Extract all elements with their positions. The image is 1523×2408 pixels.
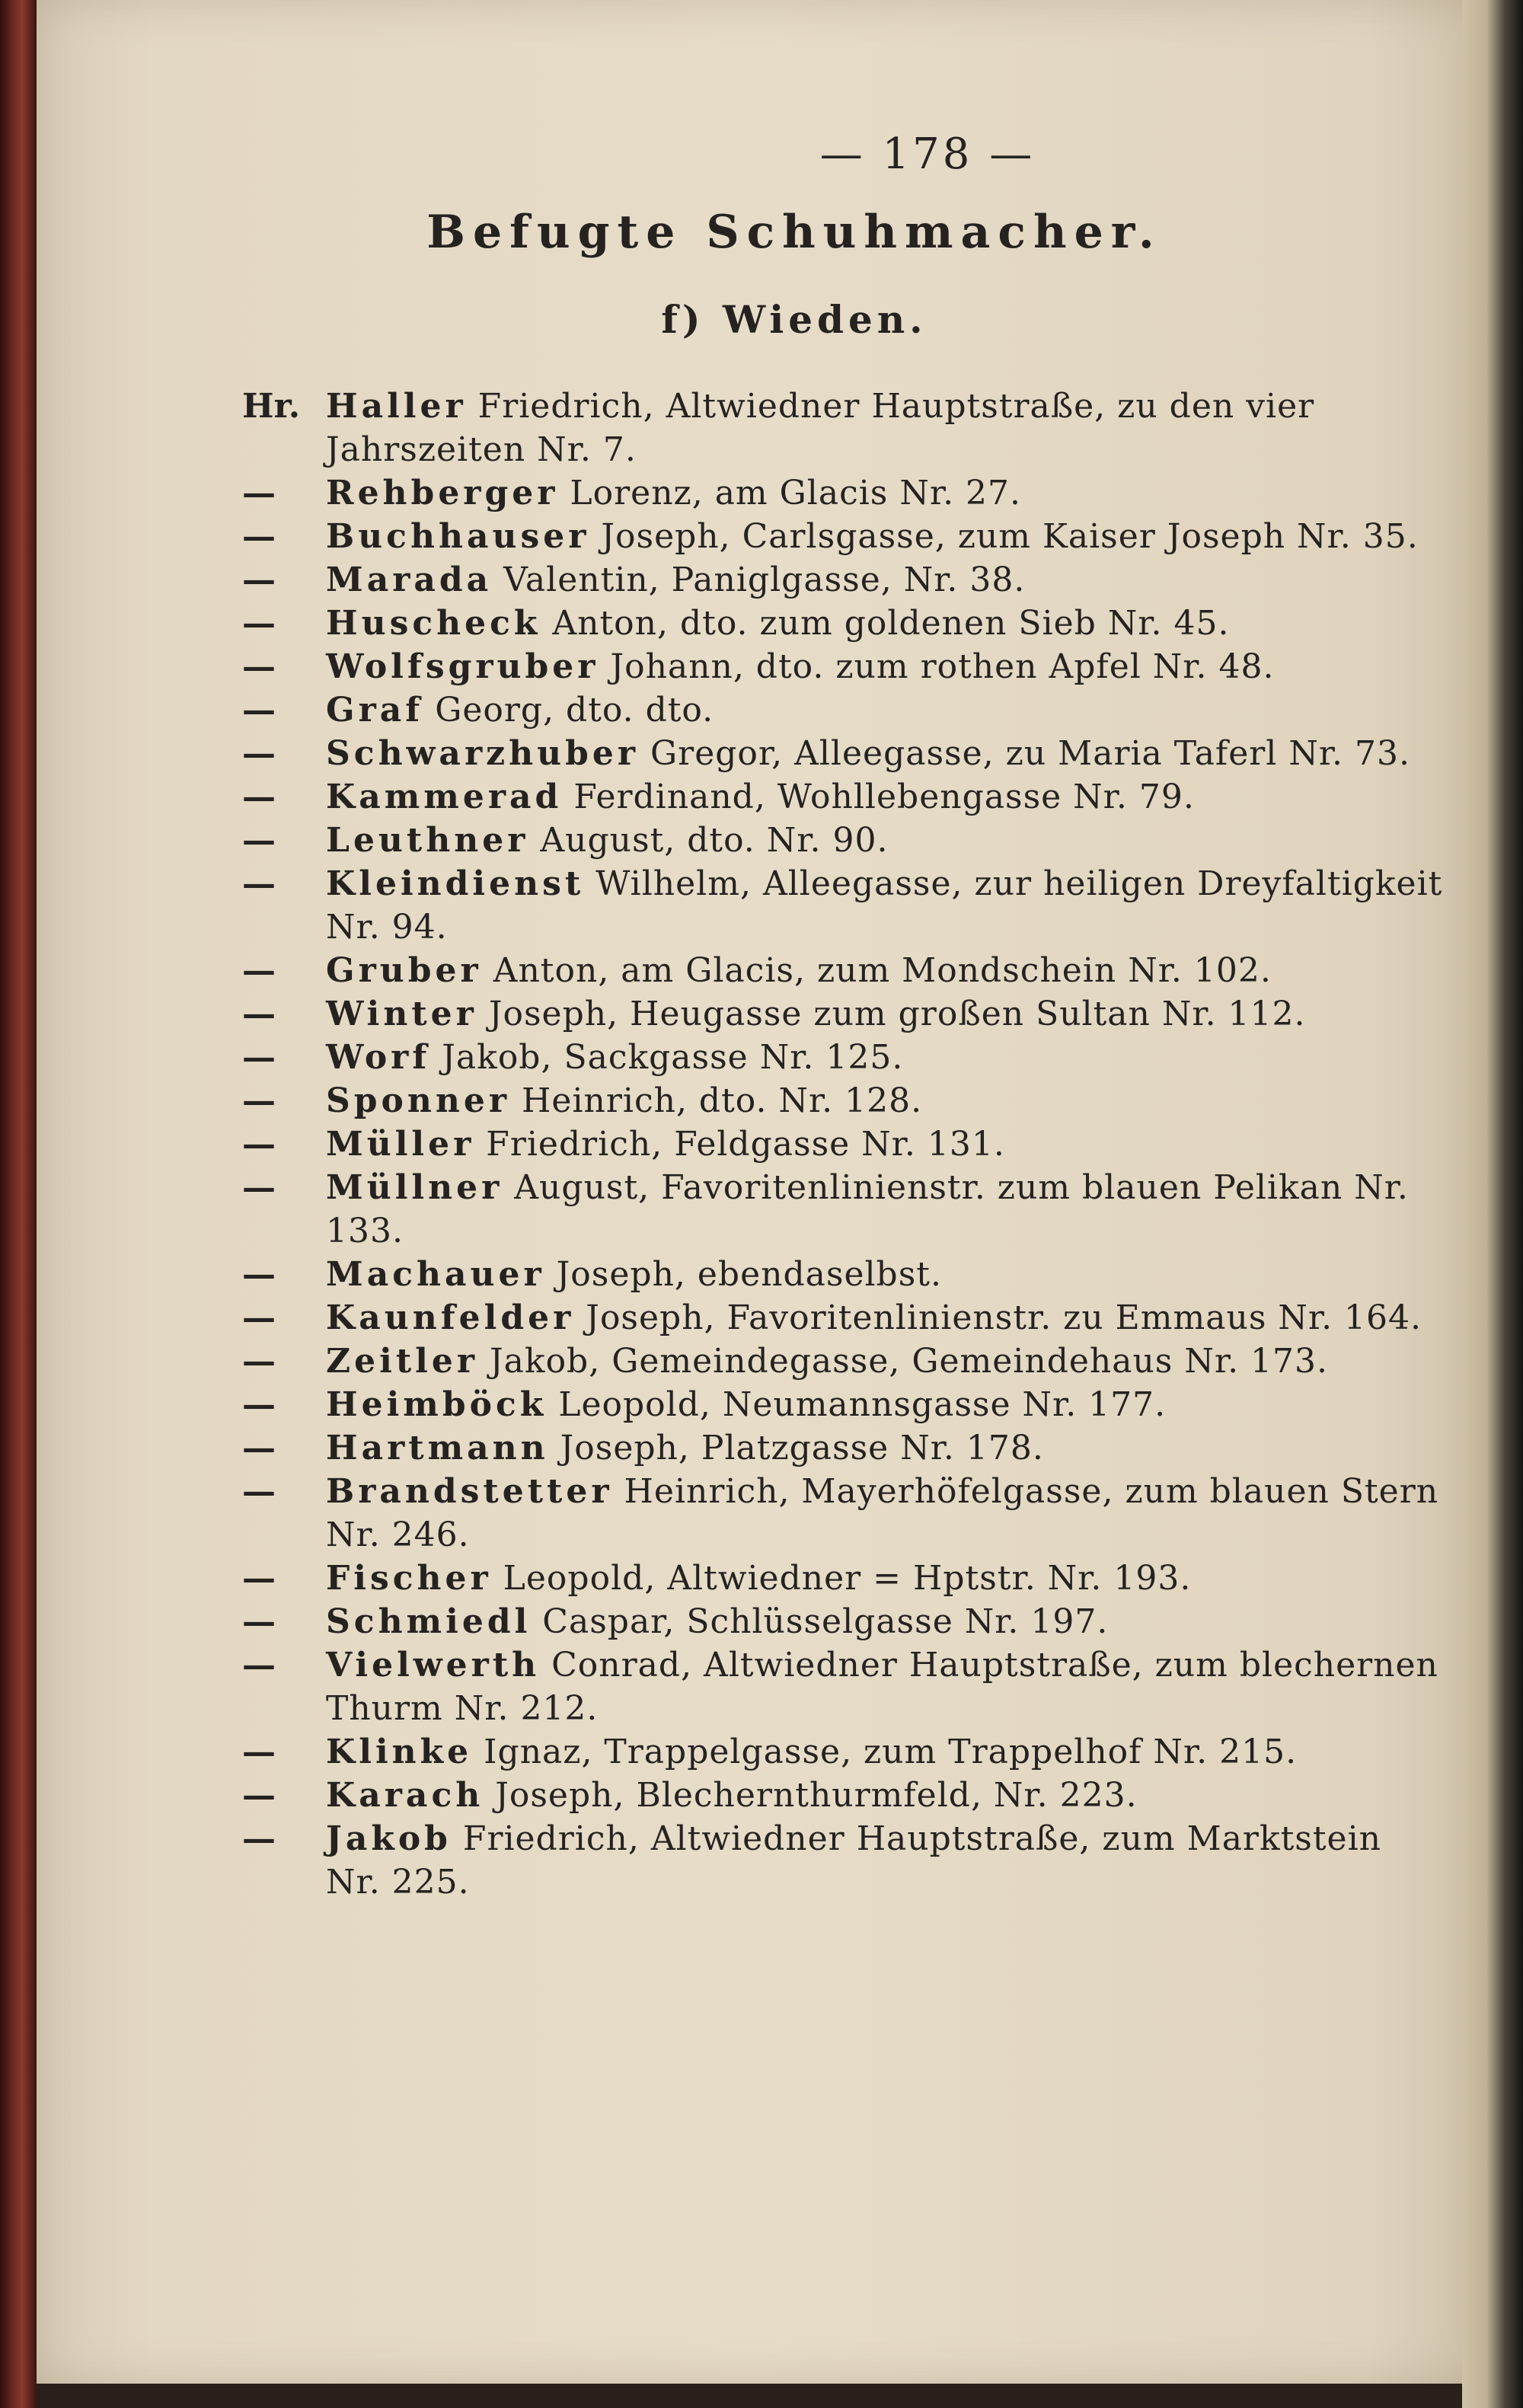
list-item — [242, 775, 1445, 819]
list-item — [242, 1643, 1445, 1730]
entry-surname: Hartmann — [326, 1429, 549, 1467]
entry-details: Caspar, Schlüsselgasse Nr. 197. — [531, 1602, 1109, 1641]
entry-lead: — — [242, 1472, 276, 1511]
entry-lead: — — [242, 821, 276, 860]
entry-surname: Machauer — [326, 1255, 545, 1294]
entry-surname: Graf — [326, 691, 424, 730]
list-item — [242, 1166, 1445, 1253]
entry-lead: — — [242, 474, 276, 513]
entry-lead: — — [242, 734, 276, 773]
entry-details: Jakob, Gemeindegasse, Gemeindehaus Nr. 173. — [478, 1342, 1329, 1381]
list-item — [242, 645, 1445, 688]
entry-lead: — — [242, 864, 276, 903]
entry-lead: — — [242, 951, 276, 990]
entry-lead: — — [242, 1776, 276, 1815]
entry-lead: — — [242, 1255, 276, 1294]
entry-details: Heinrich, dto. Nr. 128. — [510, 1081, 923, 1120]
entry-lead: — — [242, 1429, 276, 1467]
entry-surname: Fischer — [326, 1559, 492, 1598]
list-item — [242, 515, 1445, 558]
entry-surname: Haller — [326, 387, 467, 426]
entry-surname: Buchhauser — [326, 517, 590, 556]
list-item — [242, 1470, 1445, 1557]
entry-details: Friedrich, Altwiedner Hauptstraße, zum Marktstein Nr. 225. — [326, 1819, 1382, 1902]
list-item — [242, 1079, 1445, 1123]
entry-details: Conrad, Altwiedner Hauptstraße, zum blechernen Thurm Nr. 212. — [326, 1646, 1438, 1728]
entry-surname: Kleindienst — [326, 864, 585, 903]
entry-surname: Schmiedl — [326, 1602, 532, 1641]
list-item — [242, 1123, 1445, 1166]
entry-surname: Brandstetter — [326, 1472, 613, 1511]
entry-lead: — — [242, 1819, 276, 1858]
entry-details: Joseph, Heugasse zum großen Sultan Nr. 112. — [477, 995, 1306, 1033]
entry-surname: Gruber — [326, 951, 482, 990]
entry-details: Leopold, Altwiedner = Hptstr. Nr. 193. — [491, 1559, 1192, 1598]
entry-details: Gregor, Alleegasse, zu Maria Taferl Nr. 73. — [639, 734, 1410, 773]
entry-details: Friedrich, Altwiedner Hauptstraße, zu den vier Jahrszeiten Nr. 7. — [326, 387, 1315, 469]
entry-details: Heinrich, Mayerhöfelgasse, zum blauen Stern Nr. 246. — [326, 1472, 1439, 1554]
entry-lead: — — [242, 1342, 276, 1381]
entry-lead: — — [242, 995, 276, 1033]
entry-details: Georg, dto. dto. — [423, 691, 714, 730]
list-item — [242, 1774, 1445, 1817]
entry-lead: — — [242, 1298, 276, 1337]
entry-details: Valentin, Paniglgasse, Nr. 38. — [492, 560, 1026, 599]
entry-surname: Leuthner — [326, 821, 529, 860]
entry-surname: Kammerad — [326, 778, 563, 816]
entry-lead: Hr. — [242, 387, 301, 426]
entry-surname: Jakob — [326, 1819, 452, 1858]
entry-details: Lorenz, am Glacis Nr. 27. — [558, 474, 1022, 513]
entry-lead: — — [242, 604, 276, 643]
entry-details: Johann, dto. zum rothen Apfel Nr. 48. — [599, 647, 1275, 686]
entry-details: Friedrich, Feldgasse Nr. 131. — [474, 1125, 1005, 1164]
list-item — [242, 1296, 1445, 1340]
list-item — [242, 1340, 1445, 1383]
list-item — [242, 1036, 1445, 1079]
list-item — [242, 1253, 1445, 1296]
entry-list — [242, 385, 1445, 1904]
entry-details: Leopold, Neumannsgasse Nr. 177. — [547, 1385, 1167, 1424]
entry-surname: Müller — [326, 1125, 475, 1164]
entry-lead: — — [242, 1646, 276, 1685]
entry-lead: — — [242, 1733, 276, 1771]
entry-details: August, Favoritenlinienstr. zum blauen Pelikan Nr. 133. — [326, 1168, 1409, 1250]
entry-surname: Vielwerth — [326, 1646, 541, 1685]
list-item — [242, 1426, 1445, 1470]
list-item — [242, 949, 1445, 992]
entry-surname: Sponner — [326, 1081, 511, 1120]
entry-surname: Karach — [326, 1776, 484, 1815]
entry-surname: Kaunfelder — [326, 1298, 575, 1337]
entry-surname: Wolfsgruber — [326, 647, 599, 686]
entry-details: Joseph, Blechernthurmfeld, Nr. 223. — [484, 1776, 1138, 1815]
list-item — [242, 558, 1445, 602]
entry-lead: — — [242, 1559, 276, 1598]
entry-details: Joseph, ebendaselbst. — [544, 1255, 942, 1294]
entry-surname: Winter — [326, 995, 477, 1033]
entry-details: Ferdinand, Wohllebengasse Nr. 79. — [562, 778, 1195, 816]
list-item — [242, 819, 1445, 862]
entry-lead: — — [242, 1602, 276, 1641]
entry-lead: — — [242, 778, 276, 816]
entry-surname: Marada — [326, 560, 493, 599]
list-item — [242, 862, 1445, 949]
entry-lead: — — [242, 517, 276, 556]
entry-lead: — — [242, 1125, 276, 1164]
list-item — [242, 1557, 1445, 1600]
book-edge-left — [0, 0, 37, 2408]
entry-surname: Zeitler — [326, 1342, 479, 1381]
list-item — [242, 1817, 1445, 1904]
entry-lead: — — [242, 647, 276, 686]
entry-details: Anton, dto. zum goldenen Sieb Nr. 45. — [541, 604, 1230, 643]
entry-lead: — — [242, 1038, 276, 1077]
entry-details: Joseph, Platzgasse Nr. 178. — [548, 1429, 1044, 1467]
list-item — [242, 992, 1445, 1036]
entry-details: Joseph, Favoritenlinienstr. zu Emmaus Nr. 164. — [574, 1298, 1422, 1337]
list-item — [242, 1600, 1445, 1643]
entry-lead: — — [242, 1168, 276, 1207]
district-title: f) Wieden. — [661, 297, 928, 342]
entry-surname: Worf — [326, 1038, 431, 1077]
list-item — [242, 1730, 1445, 1774]
list-item — [242, 1383, 1445, 1426]
entry-surname: Klinke — [326, 1733, 473, 1771]
list-item — [242, 688, 1445, 732]
entry-details: Ignaz, Trappelgasse, zum Trappelhof Nr. 215. — [472, 1733, 1298, 1771]
entry-details: Joseph, Carlsgasse, zum Kaiser Joseph Nr. 35. — [589, 517, 1419, 556]
entry-surname: Schwarzhuber — [326, 734, 640, 773]
entry-details: Anton, am Glacis, zum Mondschein Nr. 102. — [481, 951, 1272, 990]
list-item — [242, 471, 1445, 515]
book-page — [37, 0, 1483, 2384]
entry-surname: Rehberger — [326, 474, 559, 513]
list-item — [242, 732, 1445, 775]
entry-lead: — — [242, 560, 276, 599]
entry-surname: Müllner — [326, 1168, 503, 1207]
page-number: — 178 — — [819, 129, 1036, 179]
book-edge-right — [1462, 0, 1523, 2408]
entry-details: August, dto. Nr. 90. — [528, 821, 889, 860]
section-title: Befugte Schuhmacher. — [426, 206, 1162, 259]
entry-surname: Heimböck — [326, 1385, 548, 1424]
entry-surname: Huscheck — [326, 604, 541, 643]
entry-details: Wilhelm, Alleegasse, zur heiligen Dreyfaltigkeit Nr. 94. — [326, 864, 1443, 947]
list-item — [242, 602, 1445, 645]
entry-details: Jakob, Sackgasse Nr. 125. — [430, 1038, 904, 1077]
entry-lead: — — [242, 1385, 276, 1424]
entry-lead: — — [242, 691, 276, 730]
entry-lead: — — [242, 1081, 276, 1120]
list-item — [242, 385, 1445, 471]
